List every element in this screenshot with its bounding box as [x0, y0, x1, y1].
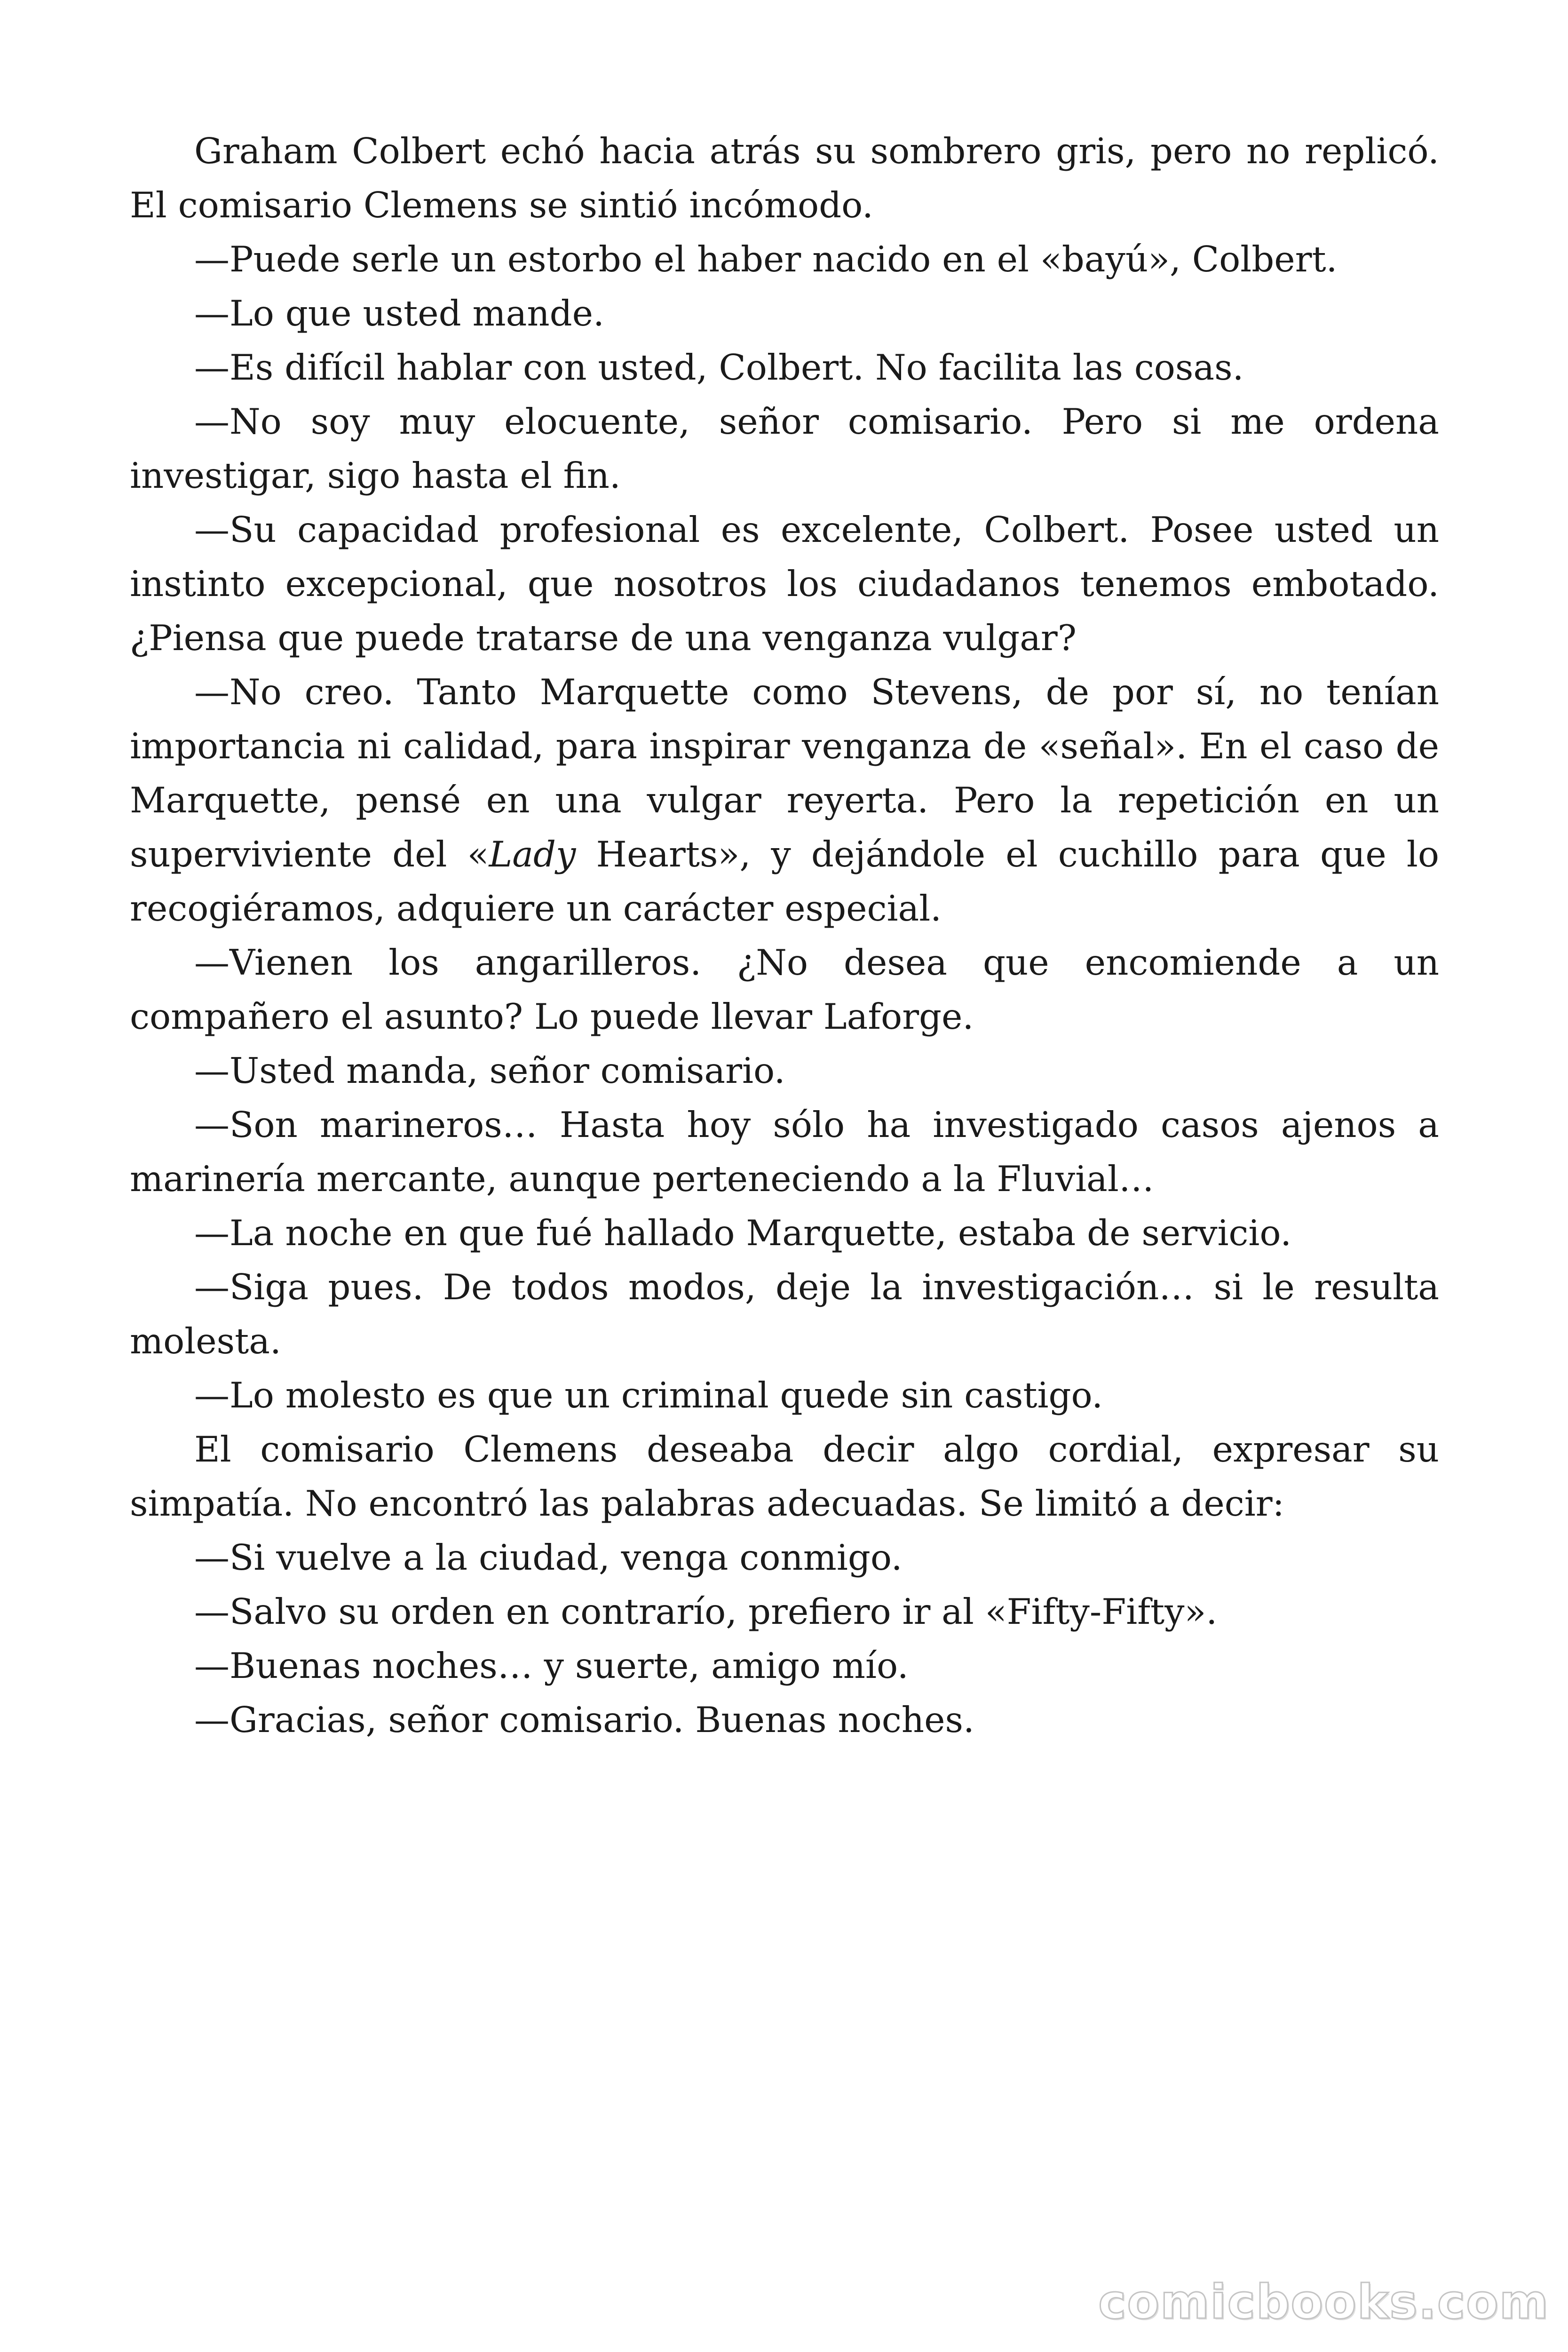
- text-run: —Puede serle un estorbo el haber nacido en el «bayú», Colbert.: [194, 238, 1338, 280]
- paragraph: [130, 1260, 1439, 1368]
- text-run: —Salvo su orden en contrarío, prefiero ir al «Fifty-Fifty».: [194, 1591, 1218, 1632]
- text-run: —Lo que usted mande.: [194, 293, 604, 334]
- paragraph: [130, 1639, 1439, 1693]
- paragraph: [130, 936, 1439, 1044]
- text-run: El comisario Clemens deseaba decir algo cordial, expresar su simpatía. No encontró las palabras adecuadas. Se limitó a decir:: [130, 1429, 1439, 1524]
- watermark: comicbooks.com: [1098, 2274, 1549, 2329]
- paragraph: [130, 124, 1439, 232]
- paragraph: [130, 1693, 1439, 1747]
- text-run: —Vienen los angarilleros. ¿No desea que encomiende a un compañero el asunto? Lo puede llevar Laforge.: [130, 942, 1439, 1037]
- paragraph: [130, 341, 1439, 395]
- paragraph: [130, 1422, 1439, 1531]
- text-run: —Usted manda, señor comisario.: [194, 1050, 785, 1091]
- paragraph: [130, 232, 1439, 286]
- text-run: —No creo. Tanto Marquette como Stevens, de por sí, no tenían importancia ni calidad, para inspirar venganza de «señal». En el caso de Marquette, pensé en una vulgar reyerta. Pero la repetición en un superviviente del «: [130, 671, 1439, 875]
- paragraph: [130, 1206, 1439, 1260]
- italic-text: Lady: [489, 834, 576, 875]
- paragraph: [130, 1044, 1439, 1098]
- text-run: Graham Colbert echó hacia atrás su sombrero gris, pero no replicó. El comisario Clemens se sintió incómodo.: [130, 130, 1439, 226]
- text-run: —Gracias, señor comisario. Buenas noches.: [194, 1699, 974, 1740]
- paragraph: [130, 503, 1439, 665]
- body-text: [130, 124, 1439, 1747]
- paragraph: [130, 665, 1439, 936]
- paragraph: [130, 1531, 1439, 1585]
- text-run: —Son marineros… Hasta hoy sólo ha investigado casos ajenos a marinería mercante, aunque perteneciendo a la Fluvial…: [130, 1104, 1439, 1200]
- text-run: —Buenas noches… y suerte, amigo mío.: [194, 1645, 909, 1686]
- text-run: —Es difícil hablar con usted, Colbert. No facilita las cosas.: [194, 347, 1244, 388]
- text-run: —Su capacidad profesional es excelente, Colbert. Posee usted un instinto excepcional, que nosotros los ciudadanos tenemos embotado. ¿Piensa que puede tratarse de una venganza vulgar?: [130, 509, 1439, 659]
- paragraph: [130, 1098, 1439, 1206]
- paragraph: [130, 1368, 1439, 1422]
- text-run: —Lo molesto es que un criminal quede sin castigo.: [194, 1375, 1103, 1416]
- text-run: —Siga pues. De todos modos, deje la investigación… si le resulta molesta.: [130, 1266, 1439, 1362]
- text-run: Hearts», y dejándole el cuchillo para que lo recogiéramos, adquiere un carácter especial.: [130, 834, 1439, 929]
- paragraph: [130, 1585, 1439, 1639]
- paragraph: [130, 286, 1439, 341]
- paragraph: [130, 395, 1439, 503]
- text-run: —No soy muy elocuente, señor comisario. Pero si me ordena investigar, sigo hasta el fin.: [130, 401, 1439, 496]
- text-run: —Si vuelve a la ciudad, venga conmigo.: [194, 1537, 903, 1578]
- text-run: —La noche en que fué hallado Marquette, estaba de servicio.: [194, 1212, 1292, 1254]
